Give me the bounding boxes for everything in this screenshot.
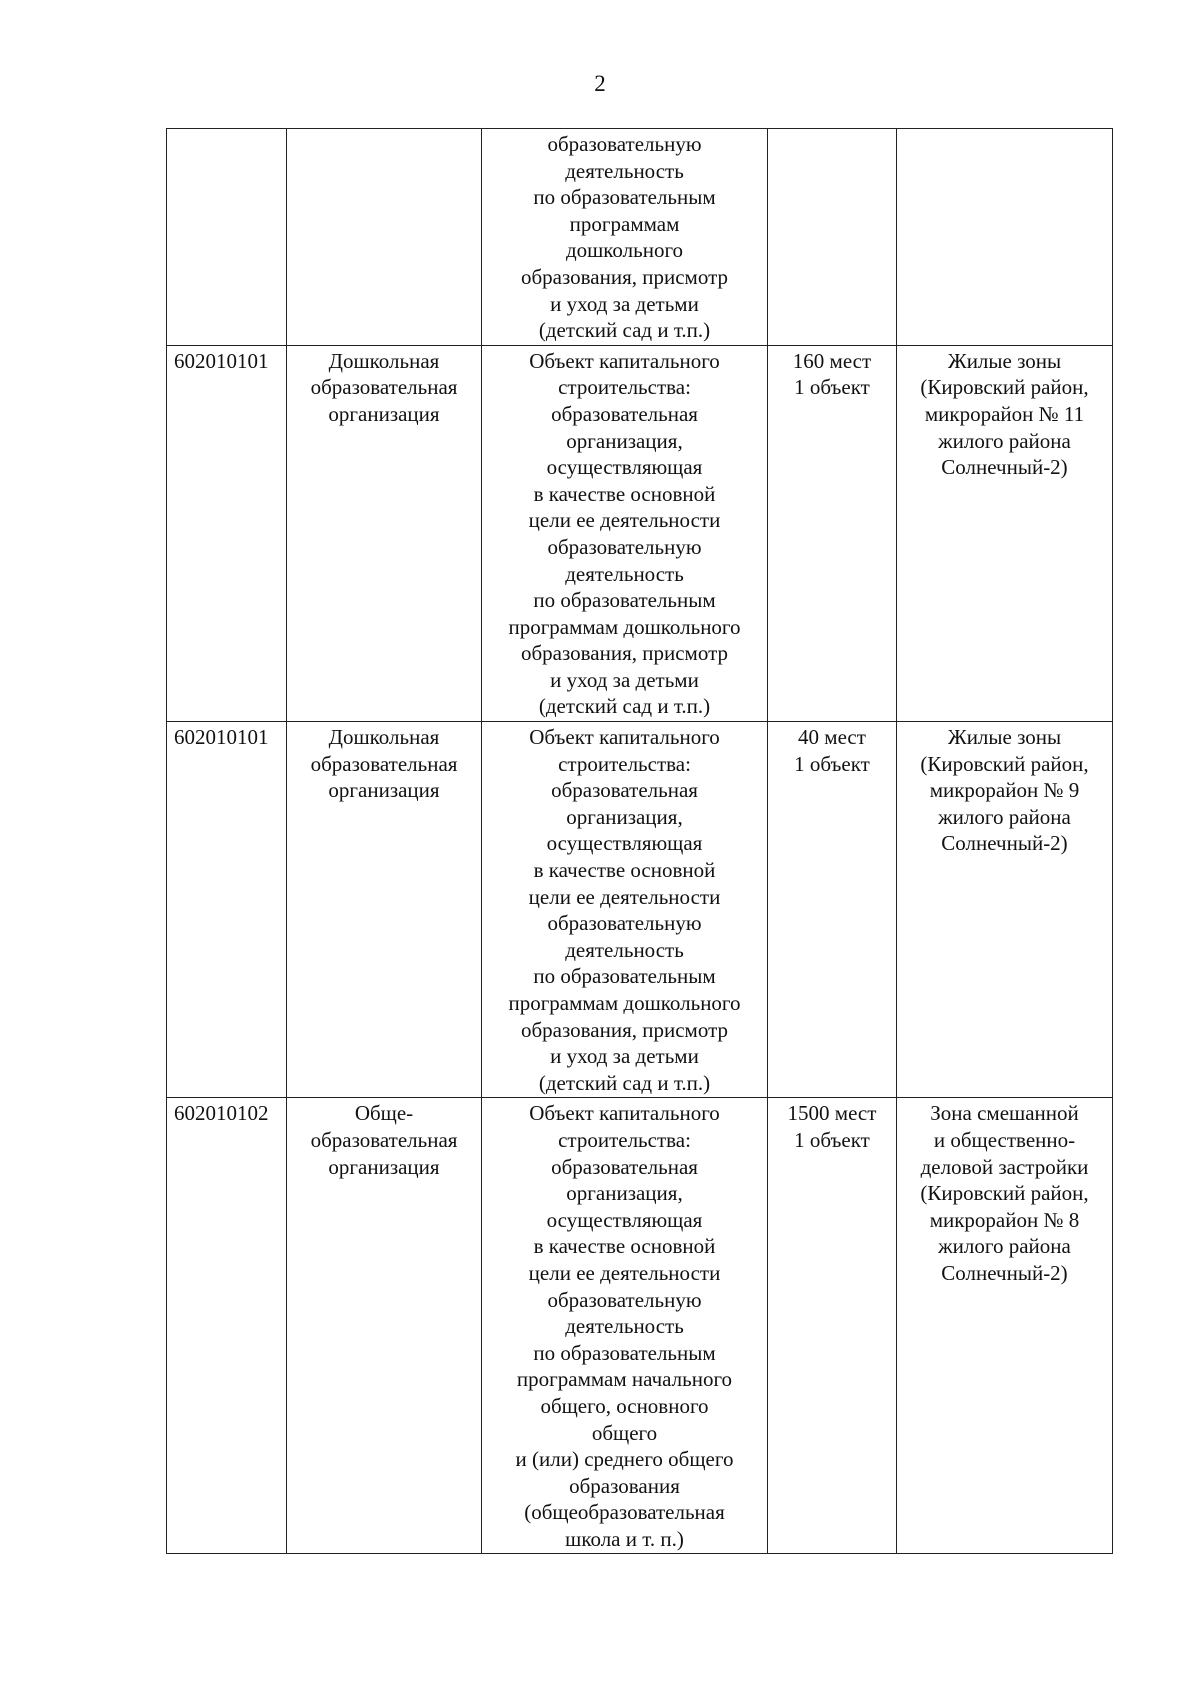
object-location-line: микрорайон № 11 — [924, 401, 1085, 426]
object-description-line: в качестве основной — [533, 858, 716, 883]
object-name-line: Дошкольная — [328, 348, 440, 373]
table-row — [167, 1098, 1113, 1554]
object-capacity-cell — [768, 1098, 897, 1554]
object-description-line: образовательная — [551, 778, 698, 803]
table-row — [167, 722, 1113, 1098]
object-description-line: цели ее деятельности — [528, 508, 721, 533]
object-name-line: организация — [328, 401, 440, 426]
object-description-line: образовательную — [547, 1287, 702, 1312]
object-name-cell — [287, 345, 482, 721]
object-name-line: образовательная — [310, 1127, 458, 1152]
object-location-line: микрорайон № 8 — [929, 1207, 1080, 1232]
object-description-line: организация, — [566, 428, 683, 453]
object-description-line: образования, присмотр — [520, 1017, 729, 1042]
object-description-line: программам начального — [516, 1367, 733, 1392]
object-description-line: деятельность — [565, 158, 684, 183]
object-description-line: по образовательным — [533, 964, 716, 989]
object-description-line: (детский сад и т.п.) — [538, 694, 711, 719]
object-location-line: Жилые зоны — [947, 348, 1062, 373]
object-name-line: образовательная — [310, 751, 458, 776]
object-description-line: образовательная — [551, 1154, 698, 1179]
object-code: 602010101 — [174, 725, 269, 750]
object-location-line: и общественно- — [933, 1127, 1076, 1152]
object-description-line: (детский сад и т.п.) — [538, 1070, 711, 1095]
object-description-cell — [482, 1098, 768, 1554]
object-description-line: и уход за детьми — [550, 1044, 699, 1069]
object-description-cell — [482, 129, 768, 346]
object-location-line: Жилые зоны — [947, 725, 1062, 750]
object-code-cell — [167, 345, 287, 721]
object-description-line: образования, присмотр — [520, 264, 729, 289]
object-description-line: дошкольного — [565, 238, 684, 263]
object-capacity-line: 40 мест — [798, 725, 866, 750]
object-description-line: деятельность — [565, 937, 684, 962]
table-body — [167, 129, 1113, 1554]
object-location-line: жилого района — [938, 804, 1071, 829]
object-capacity-cell — [768, 129, 897, 346]
object-description-line: программам — [569, 211, 680, 236]
object-location-cell — [897, 129, 1113, 346]
object-capacity-cell — [768, 722, 897, 1098]
object-location-line: (Кировский район, — [920, 751, 1089, 776]
object-description-line: образовательную — [547, 534, 702, 559]
object-description-line: образовательную — [547, 911, 702, 936]
object-description-line: школа и т. п.) — [565, 1526, 684, 1551]
object-description-line: цели ее деятельности — [528, 884, 721, 909]
object-description-line: образовательную — [547, 132, 702, 156]
object-description-line: осуществляющая — [546, 831, 703, 856]
object-location-line: (Кировский район, — [920, 1181, 1089, 1206]
object-description-line: деятельность — [565, 561, 684, 586]
object-description-line: организация, — [566, 804, 683, 829]
object-description-line: общего — [591, 1420, 658, 1445]
object-name-line: организация — [328, 778, 440, 803]
object-description-line: общего, основного — [540, 1393, 709, 1418]
object-description-line: и уход за детьми — [550, 291, 699, 316]
object-name-line: Обще- — [354, 1101, 414, 1126]
object-description-line: цели ее деятельности — [528, 1260, 721, 1285]
object-code: 602010101 — [174, 348, 269, 373]
object-description-line: Объект капитального — [529, 1101, 720, 1126]
object-location-cell — [897, 1098, 1113, 1554]
table-row — [167, 345, 1113, 721]
object-code: 602010102 — [174, 1101, 269, 1126]
object-name-line: организация — [328, 1154, 440, 1179]
object-description-line: программам дошкольного — [508, 614, 741, 639]
object-location-line: Солнечный-2) — [941, 1260, 1068, 1285]
object-capacity-line: 1 объект — [794, 751, 870, 776]
object-capacity-line: 1500 мест — [787, 1101, 877, 1126]
object-name-line: образовательная — [310, 375, 458, 400]
object-description-line: в качестве основной — [533, 1234, 716, 1259]
object-description-line: программам дошкольного — [508, 991, 741, 1015]
object-location-line: жилого района — [938, 1234, 1071, 1259]
object-location-cell — [897, 345, 1113, 721]
object-code-cell — [167, 1098, 287, 1554]
object-description-line: строительства: — [558, 375, 691, 400]
object-name-cell — [287, 1098, 482, 1554]
object-description-line: по образовательным — [533, 588, 716, 613]
object-capacity-line: 160 мест — [792, 348, 872, 373]
object-description-cell — [482, 722, 768, 1098]
object-capacity-line: 1 объект — [794, 375, 870, 400]
object-name-line: Дошкольная — [328, 725, 440, 750]
object-description-line: и уход за детьми — [550, 667, 699, 692]
object-description-line: деятельность — [565, 1314, 684, 1339]
object-location-line: (Кировский район, — [920, 375, 1089, 400]
object-code-cell — [167, 722, 287, 1098]
object-location-line: Зона смешанной — [930, 1101, 1079, 1126]
table-row — [167, 129, 1113, 346]
object-description-line: организация, — [566, 1181, 683, 1206]
object-description-line: образования — [569, 1473, 680, 1498]
object-description-line: осуществляющая — [546, 1207, 703, 1232]
object-location-line: жилого района — [938, 428, 1071, 453]
object-description-line: осуществляющая — [546, 455, 703, 480]
object-code-cell — [167, 129, 287, 346]
object-description-line: образования, присмотр — [520, 641, 729, 666]
object-description-line: и (или) среднего общего — [515, 1447, 734, 1472]
object-location-line: микрорайон № 9 — [929, 778, 1080, 803]
object-location-cell — [897, 722, 1113, 1098]
object-location-line: Солнечный-2) — [941, 455, 1068, 480]
object-name-cell — [287, 722, 482, 1098]
object-description-line: образовательная — [551, 401, 698, 426]
object-location-line: Солнечный-2) — [941, 831, 1068, 856]
object-description-line: по образовательным — [533, 1340, 716, 1365]
object-description-line: в качестве основной — [533, 481, 716, 506]
object-capacity-line: 1 объект — [794, 1127, 870, 1152]
page-number: 2 — [594, 71, 606, 96]
objects-table — [166, 128, 1113, 1554]
object-description-line: (детский сад и т.п.) — [538, 318, 711, 343]
object-location-line: деловой застройки — [920, 1154, 1089, 1179]
object-capacity-cell — [768, 345, 897, 721]
object-description-line: строительства: — [558, 1127, 691, 1152]
object-description-line: Объект капитального — [529, 348, 720, 373]
object-description-line: строительства: — [558, 751, 691, 776]
object-description-line: по образовательным — [533, 185, 716, 210]
object-name-cell — [287, 129, 482, 346]
object-description-line: Объект капитального — [529, 725, 720, 750]
object-description-line: (общеобразовательная — [524, 1500, 725, 1525]
object-description-cell — [482, 345, 768, 721]
